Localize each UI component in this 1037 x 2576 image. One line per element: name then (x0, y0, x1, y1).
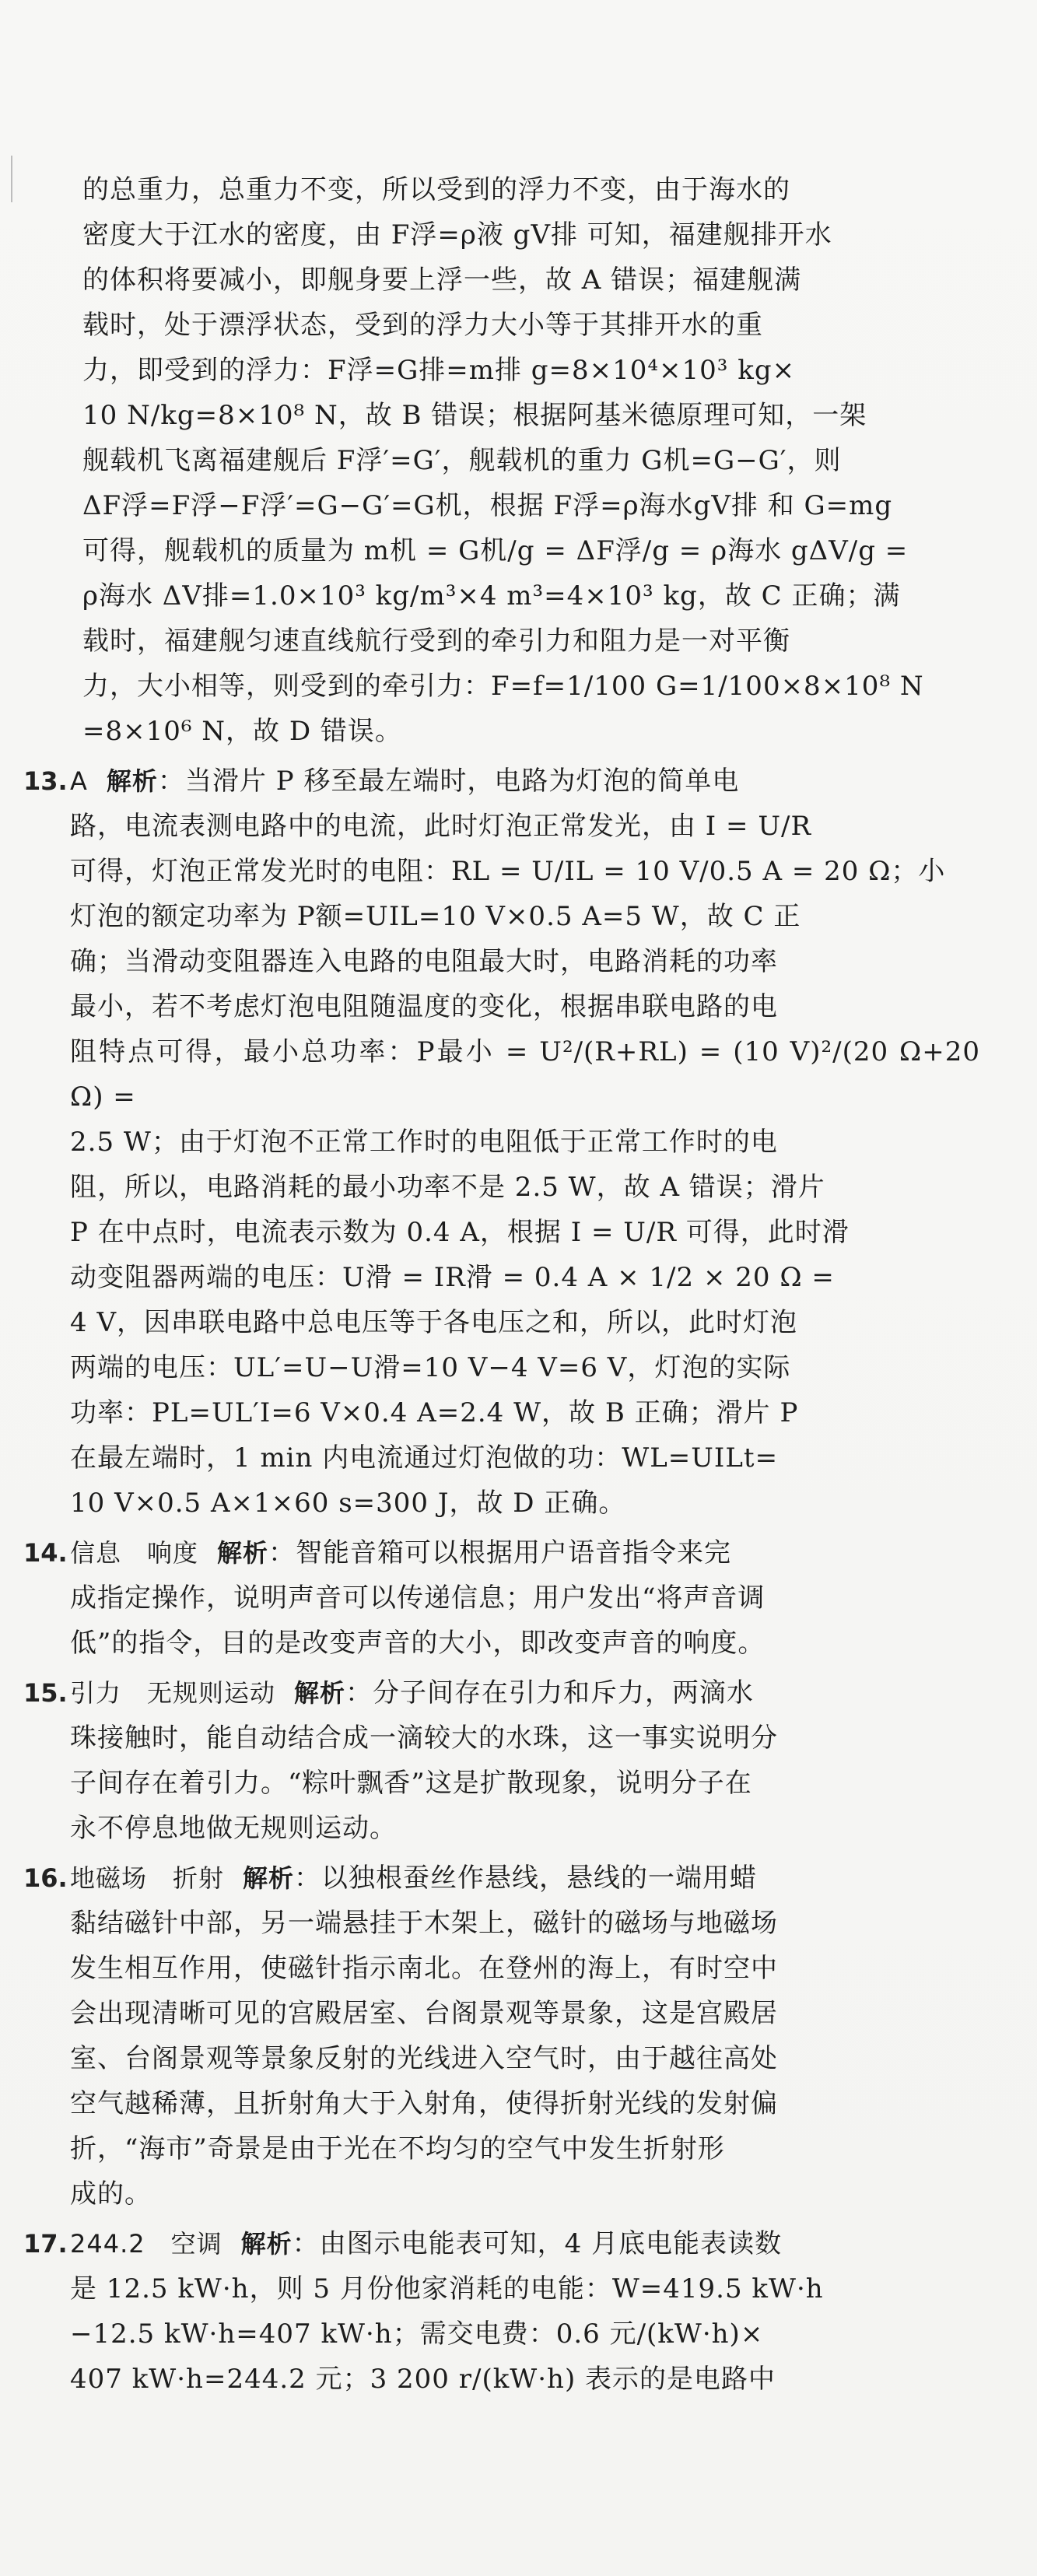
item-line: P 在中点时，电流表示数为 0.4 A，根据 I = U/R 可得，此时滑 (70, 1217, 850, 1248)
item-number: 17. (23, 2229, 68, 2259)
continuation-line: ΔF浮=F浮−F浮′=G−G′=G机，根据 F浮=ρ海水gV排 和 G=mg (82, 490, 893, 521)
item-line: 会出现清晰可见的宫殿居室、台阁景观等景象，这是宫殿居 (70, 1998, 778, 2029)
item-first-line (70, 1670, 980, 1716)
item-line: 阻，所以，电路消耗的最小功率不是 2.5 W，故 A 错误；滑片 (70, 1172, 825, 1203)
item-line: 10 V×0.5 A×1×60 s=300 J，故 D 正确。 (70, 1488, 626, 1519)
item-line: 成的。 (70, 2178, 152, 2210)
continuation-line: 舰载机飞离福建舰后 F浮′=G′，舰载机的重力 G机=G−G′，则 (82, 445, 842, 476)
answer-content (23, 167, 980, 2402)
continuation-line: 的体积将要减小，即舰身要上浮一些，故 A 错误；福建舰满 (82, 265, 802, 296)
continuation-line: 可得，舰载机的质量为 m机 = G机/g = ΔF浮/g = ρ海水 gΔV/g = (82, 535, 909, 566)
item-line: 低”的指令，目的是改变声音的大小，即改变声音的响度。 (70, 1628, 765, 1659)
item-line: 灯泡的额定功率为 P额=UIL=10 V×0.5 A=5 W，故 C 正 (70, 901, 801, 932)
item-line: ：当滑片 P 移至最左端时，电路为灯泡的简单电 (157, 766, 740, 797)
continuation-block (70, 167, 980, 754)
item-line: 室、台阁景观等景象反射的光线进入空气时，由于越往高处 (70, 2043, 778, 2074)
item-number: 16. (23, 1863, 68, 1893)
item-line: 是 12.5 kW·h，则 5 月份他家消耗的电能：W=419.5 kW·h (70, 2273, 824, 2304)
item-line: 空气越稀薄，且折射角大于入射角，使得折射光线的发射偏 (70, 2088, 778, 2119)
item-line: 珠接触时，能自动结合成一滴较大的水珠，这一事实说明分 (70, 1723, 778, 1754)
item-number: 15. (23, 1678, 68, 1708)
analysis-label: 解析 (217, 1538, 269, 1568)
item-line: 确；当滑动变阻器连入电路的电阻最大时，电路消耗的功率 (70, 946, 778, 977)
continuation-line: 10 N/kg=8×10⁸ N，故 B 错误；根据阿基米德原理可知，一架 (82, 400, 867, 431)
item-first-line (70, 1856, 980, 1901)
item-first-line (70, 2221, 980, 2266)
answer-item-15 (23, 1670, 980, 1851)
continuation-line: ρ海水 ΔV排=1.0×10³ kg/m³×4 m³=4×10³ kg，故 C 正确；满 (82, 580, 901, 612)
item-line: 两端的电压：UL′=U−U滑=10 V−4 V=6 V，灯泡的实际 (70, 1352, 791, 1383)
item-line: ：由图示电能表可知，4 月底电能表读数 (292, 2228, 783, 2259)
item-line: 2.5 W；由于灯泡不正常工作时的电阻低于正常工作时的电 (70, 1127, 778, 1158)
continuation-line: 力，即受到的浮力：F浮=G排=m排 g=8×10⁴×10³ kg× (82, 355, 796, 386)
analysis-label: 解析 (243, 1863, 295, 1893)
item-line: ：以独根蚕丝作悬线，悬线的一端用蜡 (294, 1863, 758, 1894)
answer-item-17 (23, 2221, 980, 2402)
item-number: 13. (23, 766, 68, 796)
item-number: 14. (23, 1538, 68, 1568)
item-answer: A (70, 766, 88, 796)
item-answer: 地磁场 折射 (70, 1863, 225, 1893)
item-line: 4 V，因串联电路中总电压等于各电压之和，所以，此时灯泡 (70, 1307, 797, 1338)
continuation-line: 载时，福建舰匀速直线航行受到的牵引力和阻力是一对平衡 (82, 626, 790, 657)
item-line: ：分子间存在引力和斥力，两滴水 (345, 1677, 755, 1709)
analysis-label: 解析 (294, 1678, 346, 1708)
continuation-line: 的总重力，总重力不变，所以受到的浮力不变，由于海水的 (82, 174, 790, 205)
item-line: 永不停息地做无规则运动。 (70, 1813, 397, 1844)
answer-item-13 (23, 759, 980, 1526)
item-line: 阻特点可得，最小总功率：P最小 = U²/(R+RL) = (10 V)²/(20 Ω+20 Ω) = (70, 1036, 980, 1113)
item-line: 可得，灯泡正常发光时的电阻：RL = U/IL = 10 V/0.5 A = 20 Ω；小 (70, 856, 946, 887)
item-line: 407 kW·h=244.2 元；3 200 r/(kW·h) 表示的是电路中 (70, 2364, 776, 2395)
answer-item-16 (23, 1856, 980, 2217)
continuation-line: 力，大小相等，则受到的牵引力：F=f=1/100 G=1/100×8×10⁸ N (82, 671, 924, 702)
analysis-label: 解析 (106, 766, 158, 796)
item-line: 路，电流表测电路中的电流，此时灯泡正常发光，由 I = U/R (70, 811, 812, 842)
item-first-line (70, 1530, 980, 1575)
item-answer: 244.2 空调 (70, 2229, 222, 2259)
continuation-line: 密度大于江水的密度，由 F浮=ρ液 gV排 可知，福建舰排开水 (82, 219, 832, 251)
item-line: 子间存在着引力。“粽叶飘香”这是扩散现象，说明分子在 (70, 1768, 752, 1799)
continuation-line: 载时，处于漂浮状态，受到的浮力大小等于其排开水的重 (82, 310, 763, 341)
item-line: 折，“海市”奇景是由于光在不均匀的空气中发生折射形 (70, 2133, 725, 2164)
item-line: 成指定操作，说明声音可以传递信息；用户发出“将声音调 (70, 1582, 765, 1614)
analysis-label: 解析 (240, 2229, 293, 2259)
item-first-line (70, 759, 980, 804)
item-line: −12.5 kW·h=407 kW·h；需交电费：0.6 元/(kW·h)× (70, 2318, 764, 2350)
margin-rule (11, 156, 12, 202)
item-line: 功率：PL=UL′I=6 V×0.4 A=2.4 W，故 B 正确；滑片 P (70, 1397, 799, 1428)
item-line: 最小，若不考虑灯泡电阻随温度的变化，根据串联电路的电 (70, 991, 778, 1022)
item-answer: 信息 响度 (70, 1538, 199, 1568)
item-line: 在最左端时，1 min 内电流通过灯泡做的功：WL=UILt= (70, 1442, 779, 1474)
item-line: ：智能音箱可以根据用户语音指令来完 (268, 1537, 732, 1568)
item-line: 黏结磁针中部，另一端悬挂于木架上，磁针的磁场与地磁场 (70, 1908, 778, 1939)
item-line: 动变阻器两端的电压：U滑 = IR滑 = 0.4 A × 1/2 × 20 Ω = (70, 1262, 835, 1293)
item-answer: 引力 无规则运动 (70, 1678, 276, 1708)
item-line: 发生相互作用，使磁针指示南北。在登州的海上，有时空中 (70, 1953, 778, 1984)
answer-item-14 (23, 1530, 980, 1666)
continuation-line: =8×10⁶ N，故 D 错误。 (82, 716, 402, 747)
